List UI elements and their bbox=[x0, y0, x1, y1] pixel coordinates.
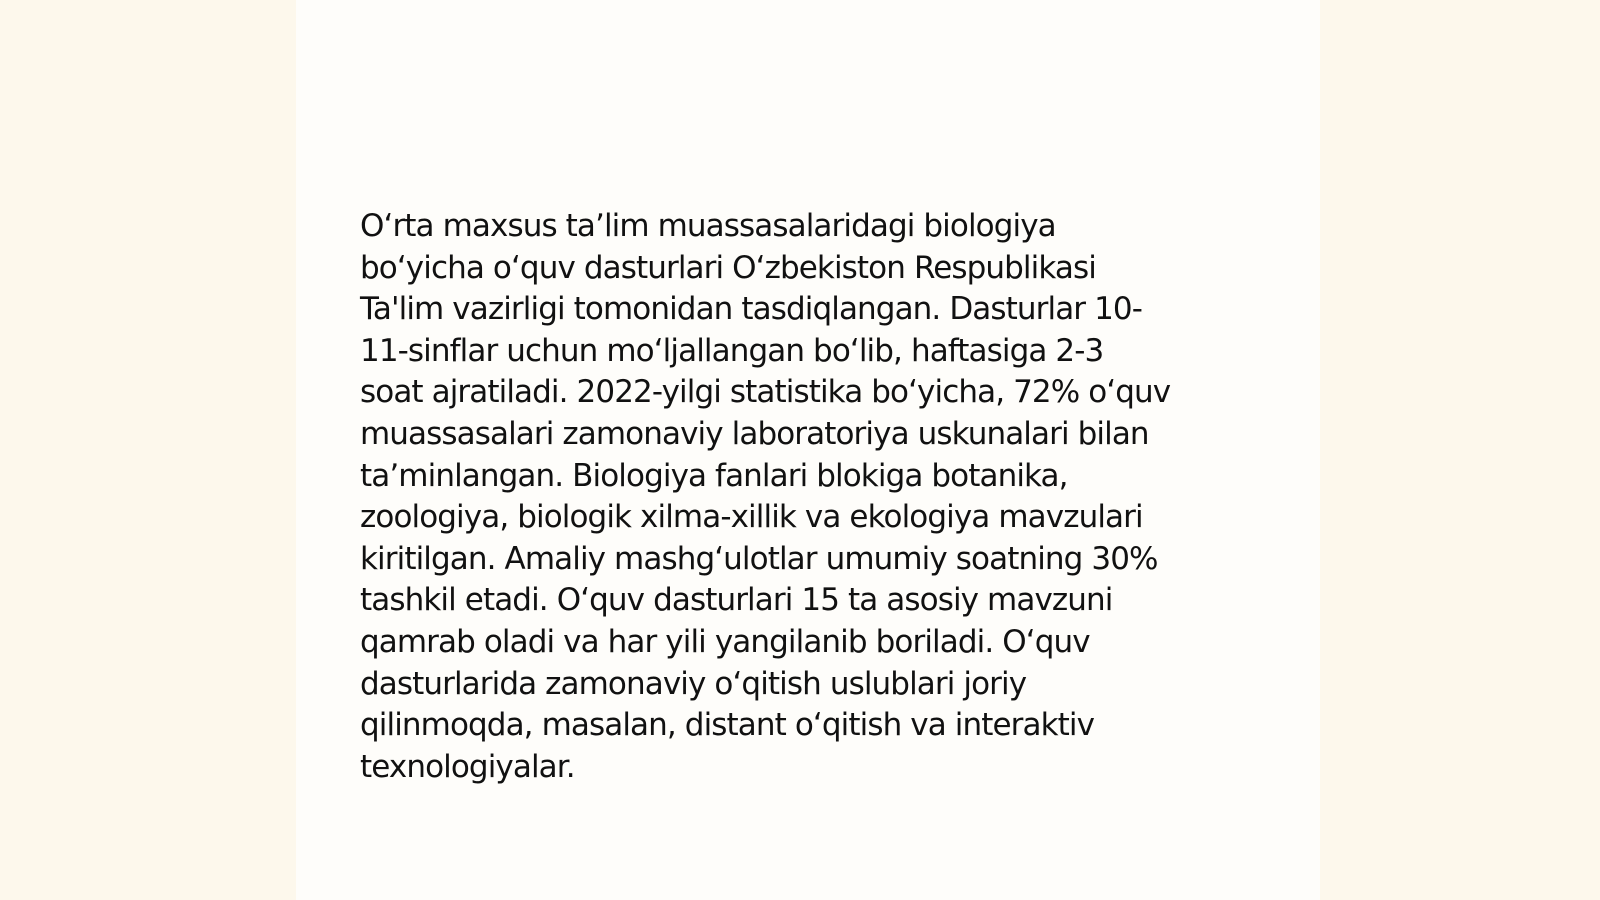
paragraph-line: dasturlarida zamonaviy o‘qitish uslublari joriy bbox=[360, 665, 1027, 702]
paragraph-line: 11-sinflar uchun mo‘ljallangan bo‘lib, haftasiga 2-3 bbox=[360, 332, 1104, 369]
paragraph-line: tashkil etadi. O‘quv dasturlari 15 ta asosiy mavzuni bbox=[360, 582, 1113, 619]
paragraph-line: O‘rta maxsus ta’lim muassasalaridagi biologiya bbox=[360, 208, 1056, 244]
paragraph-line: qamrab oladi va har yili yangilanib boriladi. O‘quv bbox=[360, 623, 1090, 660]
paragraph-line: qilinmoqda, masalan, distant o‘qitish va interaktiv bbox=[360, 707, 1095, 744]
document-page bbox=[296, 0, 1320, 900]
paragraph-line: bo‘yicha o‘quv dasturlari O‘zbekiston Respublikasi bbox=[360, 249, 1096, 286]
paragraph-line: ta’minlangan. Biologiya fanlari blokiga botanika, bbox=[360, 457, 1068, 494]
paragraph-line: Ta'lim vazirligi tomonidan tasdiqlangan. Dasturlar 10- bbox=[360, 291, 1143, 328]
paragraph-line: muassasalari zamonaviy laboratoriya uskunalari bilan bbox=[360, 415, 1149, 452]
paragraph-line: texnologiyalar. bbox=[360, 748, 575, 785]
paragraph-line: zoologiya, biologik xilma-xillik va ekologiya mavzulari bbox=[360, 499, 1143, 536]
paragraph-line: kiritilgan. Amaliy mashg‘ulotlar umumiy soatning 30% bbox=[360, 540, 1158, 577]
paragraph-line: soat ajratiladi. 2022-yilgi statistika bo‘yicha, 72% o‘quv bbox=[360, 374, 1171, 411]
body-paragraph bbox=[360, 206, 1260, 788]
